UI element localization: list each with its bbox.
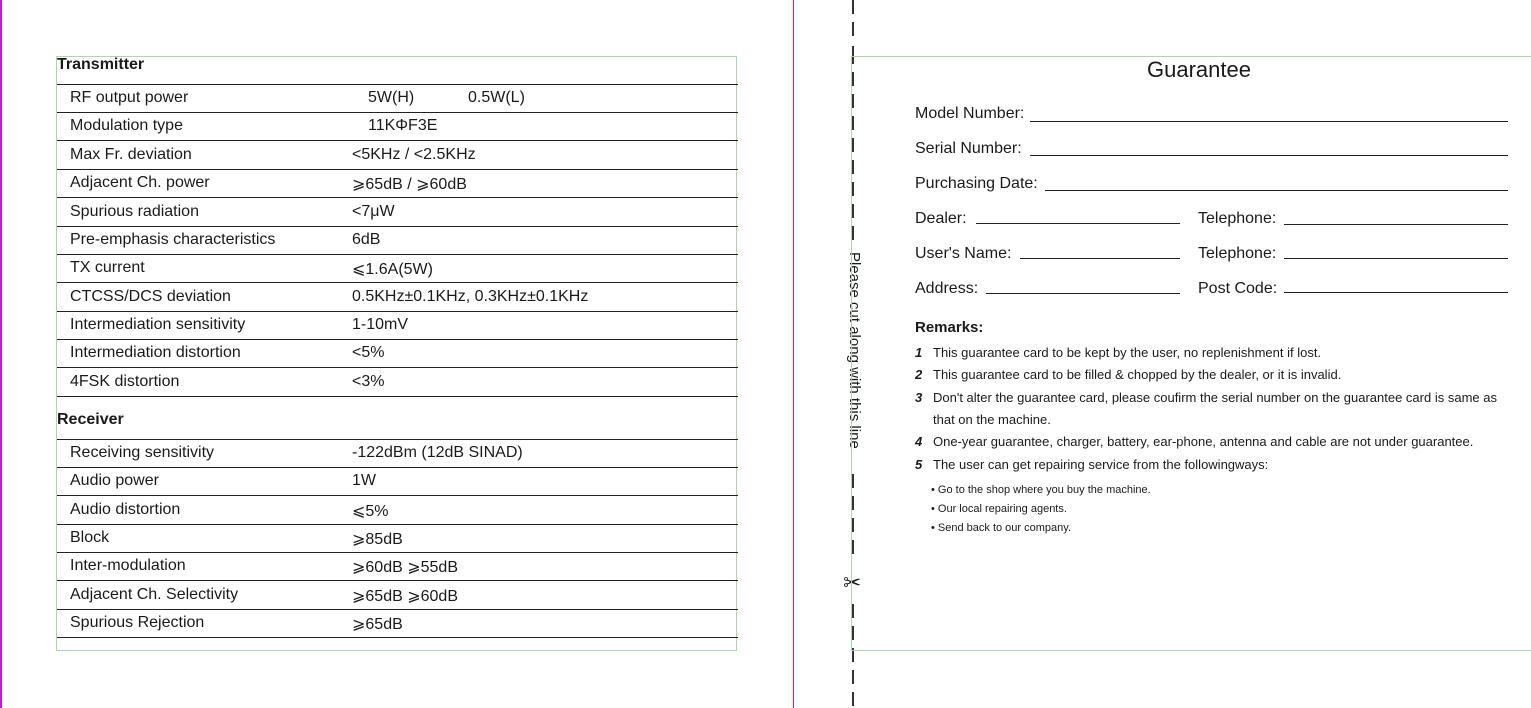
spec-label: Audio power	[70, 472, 159, 489]
spec-value: <5KHz / <2.5KHz	[352, 146, 476, 163]
spec-value: ⩾65dB ⩾60dB	[352, 588, 458, 605]
cut-line-dash	[852, 22, 854, 36]
remark-text: This guarantee card to be kept by the user, no replenishment if lost.	[933, 345, 1322, 360]
spec-row	[57, 525, 738, 553]
receiver-heading: Receiver	[57, 411, 124, 428]
address-field[interactable]	[986, 293, 1180, 294]
remark-text: This guarantee card to be filled & chopped by the dealer, or it is invalid.	[933, 367, 1342, 382]
spec-row	[57, 199, 738, 227]
model-number-label: Model Number:	[915, 105, 1025, 122]
remark-item	[915, 367, 1341, 382]
spec-value-low: 0.5W(L)	[468, 89, 525, 106]
cut-line-dash	[852, 0, 854, 14]
spec-row	[57, 497, 738, 525]
spec-row	[57, 440, 738, 468]
spec-value: 6dB	[352, 231, 381, 248]
users-name-field[interactable]	[1020, 258, 1180, 259]
service-way-item: • Send back to our company.	[931, 522, 1072, 534]
guarantee-title: Guarantee	[1147, 57, 1251, 82]
address-label: Address:	[915, 280, 979, 297]
spec-label: Adjacent Ch. power	[70, 174, 210, 191]
spec-value: <3%	[352, 373, 385, 390]
spec-value: 1-10mV	[352, 316, 409, 333]
purchasing-date-field[interactable]	[1045, 190, 1508, 191]
remark-item	[915, 390, 1497, 405]
cut-line-text: Please cut along with this line	[846, 252, 863, 449]
spec-row	[57, 170, 738, 198]
spec-label: RF output power	[70, 89, 189, 106]
spec-value: <7μW	[352, 203, 395, 220]
dealer-telephone-label: Telephone:	[1198, 210, 1277, 227]
spec-row	[57, 340, 738, 368]
spec-label: CTCSS/DCS deviation	[70, 288, 231, 305]
cut-line-dash	[852, 670, 854, 684]
spec-label: Pre-emphasis characteristics	[70, 231, 276, 248]
spec-value: -122dBm (12dB SINAD)	[352, 444, 523, 461]
remarks-heading: Remarks:	[915, 319, 984, 336]
spec-value: 0.5KHz±0.1KHz, 0.3KHz±0.1KHz	[352, 288, 589, 305]
spec-table	[56, 56, 737, 651]
spec-label: Inter-modulation	[70, 557, 186, 574]
service-way-item: • Go to the shop where you buy the machine.	[931, 484, 1151, 496]
spec-label: Audio distortion	[70, 501, 181, 518]
spec-row	[57, 468, 738, 496]
spec-value: ⩾60dB ⩾55dB	[352, 559, 458, 576]
remark-number: 2	[915, 367, 923, 382]
page-edge-left	[0, 0, 2, 708]
scissors-icon: ✂	[843, 570, 862, 595]
spec-row	[57, 284, 738, 312]
users-name-label: User's Name:	[915, 245, 1012, 262]
spec-label: 4FSK distortion	[70, 373, 180, 390]
dealer-telephone-field[interactable]	[1284, 224, 1508, 225]
spec-row	[57, 255, 738, 283]
remark-item	[915, 434, 1473, 449]
spec-label: Receiving sensitivity	[70, 444, 215, 461]
spec-label: Intermediation sensitivity	[70, 316, 246, 333]
spec-row	[57, 582, 738, 610]
service-way-item: • Our local repairing agents.	[931, 503, 1067, 515]
spec-row	[57, 227, 738, 255]
spec-label: TX current	[70, 259, 145, 276]
remark-item	[915, 457, 1268, 472]
post-code-label: Post Code:	[1198, 280, 1278, 297]
remark-number: 5	[915, 457, 923, 472]
spec-value: ⩽1.6A(5W)	[352, 261, 433, 278]
remark-number: 4	[915, 434, 923, 449]
cut-line-dash	[852, 692, 854, 706]
post-code-field[interactable]	[1284, 292, 1508, 293]
spec-value: <5%	[352, 344, 385, 361]
serial-number-field[interactable]	[1030, 155, 1508, 156]
spec-value: 1W	[352, 472, 376, 489]
spec-label: Adjacent Ch. Selectivity	[70, 586, 239, 603]
remark-number: 1	[915, 345, 923, 360]
transmitter-heading: Transmitter	[57, 56, 145, 73]
user-telephone-field[interactable]	[1284, 258, 1508, 259]
spec-label: Spurious Rejection	[70, 614, 205, 631]
spec-row	[57, 142, 738, 170]
spec-value: ⩾85dB	[352, 531, 403, 548]
spec-label: Max Fr. deviation	[70, 146, 192, 163]
spec-value: ⩾65dB / ⩾60dB	[352, 176, 467, 193]
spec-row	[57, 369, 738, 397]
serial-number-label: Serial Number:	[915, 140, 1022, 157]
remark-item	[915, 345, 1321, 360]
remark-text-continued: that on the machine.	[933, 412, 1051, 427]
spec-label: Intermediation distortion	[70, 344, 241, 361]
spec-value: ⩽5%	[352, 503, 389, 520]
remark-text: The user can get repairing service from the followingways:	[933, 457, 1269, 472]
remark-text: One-year guarantee, charger, battery, ear-phone, antenna and cable are not under guarantee.	[933, 434, 1474, 449]
dealer-label: Dealer:	[915, 210, 967, 227]
page-fold-line	[793, 0, 794, 708]
spec-row	[57, 312, 738, 340]
spec-row	[57, 610, 738, 638]
model-number-field[interactable]	[1030, 121, 1508, 122]
dealer-field[interactable]	[976, 223, 1180, 224]
spec-row	[57, 113, 738, 141]
remark-number: 3	[915, 390, 923, 405]
user-telephone-label: Telephone:	[1198, 245, 1277, 262]
purchasing-date-label: Purchasing Date:	[915, 175, 1038, 192]
spec-label: Block	[70, 529, 110, 546]
spec-label: Modulation type	[70, 117, 183, 134]
spec-row	[57, 85, 738, 113]
spec-value: 5W(H)	[368, 89, 415, 106]
spec-label: Spurious radiation	[70, 203, 199, 220]
spec-row	[57, 553, 738, 581]
spec-value: 11KΦF3E	[368, 117, 438, 134]
remark-text: Don't alter the guarantee card, please coufirm the serial number on the guarantee card is same as	[933, 390, 1497, 405]
spec-value: ⩾65dB	[352, 616, 403, 633]
